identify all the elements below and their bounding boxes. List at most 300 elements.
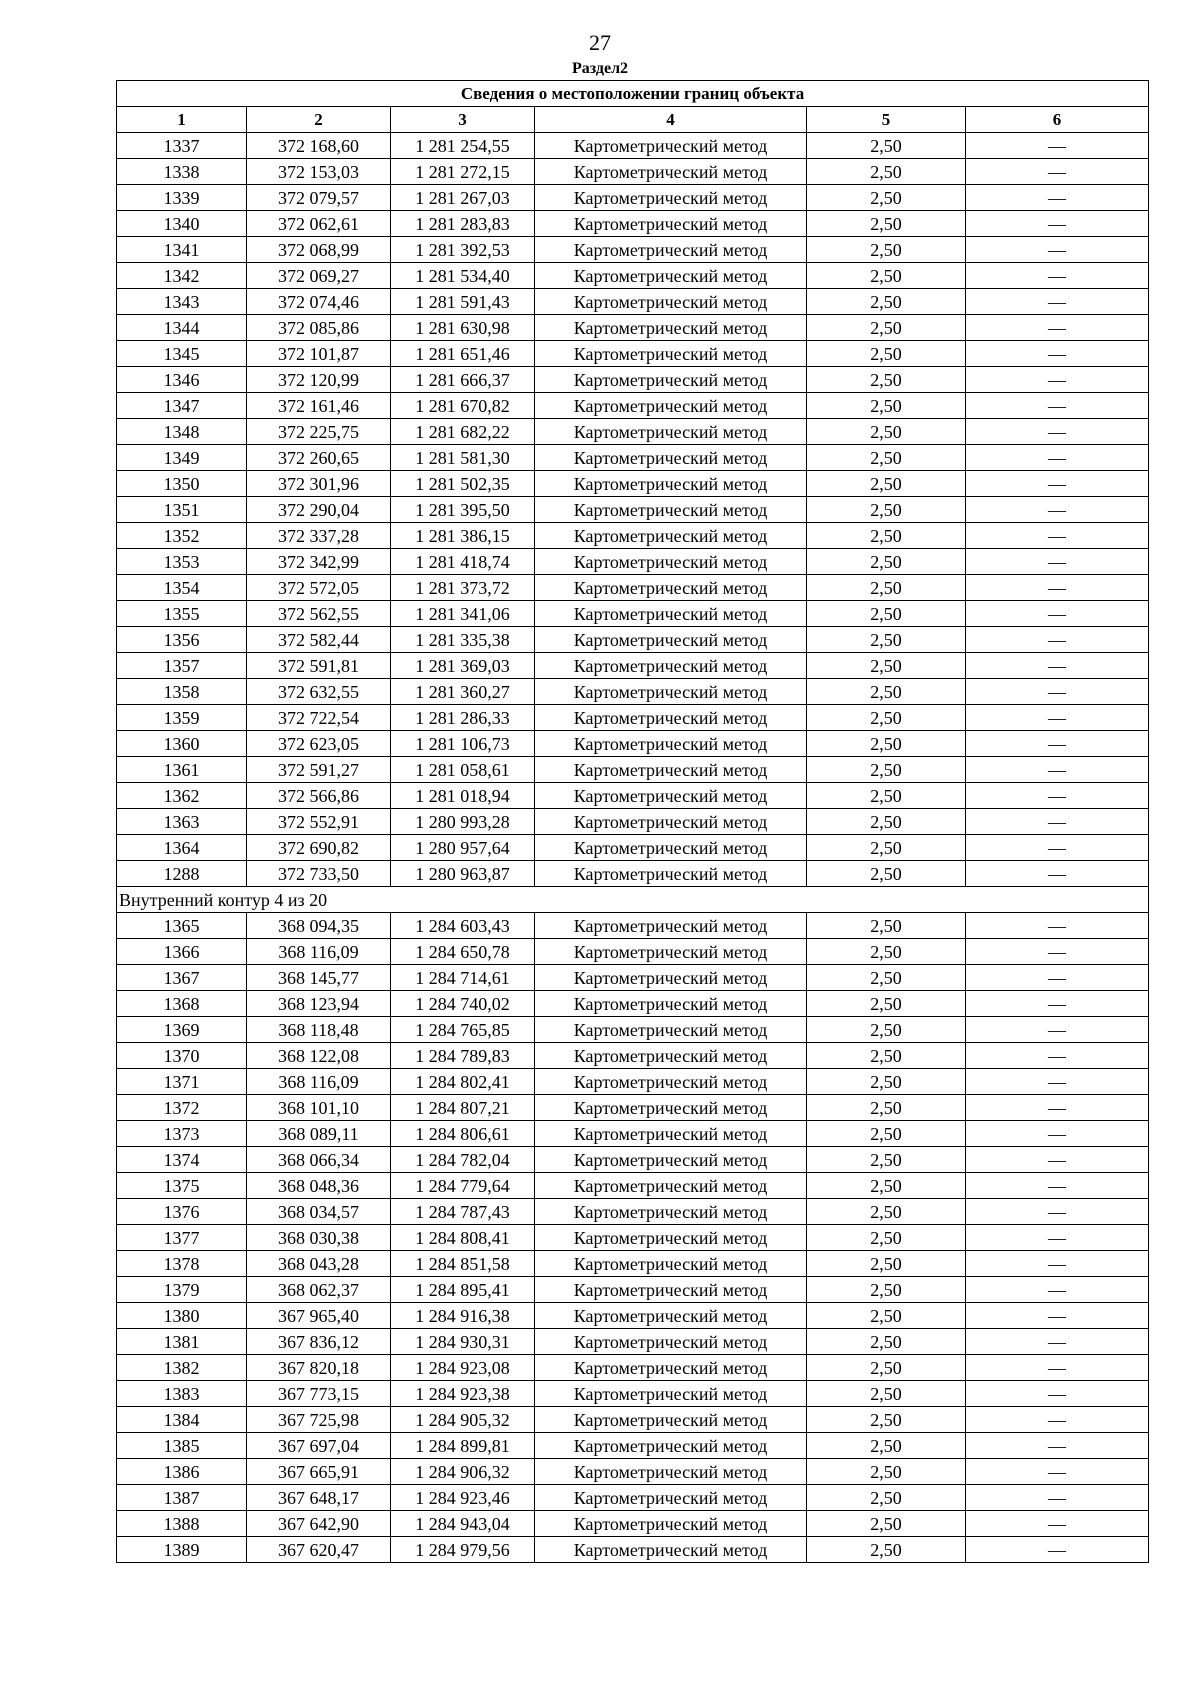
point-number-cell: 1344 — [117, 315, 247, 341]
x-coordinate-cell: 372 623,05 — [247, 731, 391, 757]
x-coordinate-cell: 368 145,77 — [247, 965, 391, 991]
method-cell: Картометрический метод — [535, 913, 807, 939]
accuracy-cell: 2,50 — [807, 367, 966, 393]
table-row — [117, 393, 1149, 419]
table-row — [117, 1121, 1149, 1147]
x-coordinate-cell: 372 552,91 — [247, 809, 391, 835]
accuracy-cell: 2,50 — [807, 1407, 966, 1433]
point-number-cell: 1372 — [117, 1095, 247, 1121]
x-coordinate-cell: 372 068,99 — [247, 237, 391, 263]
x-coordinate-cell: 368 034,57 — [247, 1199, 391, 1225]
point-number-cell: 1389 — [117, 1537, 247, 1563]
x-coordinate-cell: 372 161,46 — [247, 393, 391, 419]
y-coordinate-cell: 1 284 895,41 — [391, 1277, 535, 1303]
y-coordinate-cell: 1 284 603,43 — [391, 913, 535, 939]
description-cell: — — [966, 1199, 1149, 1225]
point-number-cell: 1362 — [117, 783, 247, 809]
y-coordinate-cell: 1 284 765,85 — [391, 1017, 535, 1043]
y-coordinate-cell: 1 284 740,02 — [391, 991, 535, 1017]
point-number-cell: 1338 — [117, 159, 247, 185]
description-cell: — — [966, 1459, 1149, 1485]
description-cell: — — [966, 1173, 1149, 1199]
table-row — [117, 1511, 1149, 1537]
y-coordinate-cell: 1 281 254,55 — [391, 133, 535, 159]
method-cell: Картометрический метод — [535, 1407, 807, 1433]
method-cell: Картометрический метод — [535, 1537, 807, 1563]
description-cell: — — [966, 1381, 1149, 1407]
table-row — [117, 965, 1149, 991]
accuracy-cell: 2,50 — [807, 523, 966, 549]
accuracy-cell: 2,50 — [807, 471, 966, 497]
method-cell: Картометрический метод — [535, 367, 807, 393]
accuracy-cell: 2,50 — [807, 1485, 966, 1511]
column-header: 5 — [807, 107, 966, 133]
point-number-cell: 1288 — [117, 861, 247, 887]
column-header: 6 — [966, 107, 1149, 133]
table-row — [117, 497, 1149, 523]
y-coordinate-cell: 1 284 979,56 — [391, 1537, 535, 1563]
method-cell: Картометрический метод — [535, 1459, 807, 1485]
method-cell: Картометрический метод — [535, 991, 807, 1017]
y-coordinate-cell: 1 284 851,58 — [391, 1251, 535, 1277]
table-row — [117, 1537, 1149, 1563]
x-coordinate-cell: 367 648,17 — [247, 1485, 391, 1511]
y-coordinate-cell: 1 281 534,40 — [391, 263, 535, 289]
y-coordinate-cell: 1 281 682,22 — [391, 419, 535, 445]
x-coordinate-cell: 368 030,38 — [247, 1225, 391, 1251]
description-cell: — — [966, 1329, 1149, 1355]
description-cell: — — [966, 497, 1149, 523]
description-cell: — — [966, 1485, 1149, 1511]
table-row — [117, 1329, 1149, 1355]
x-coordinate-cell: 372 260,65 — [247, 445, 391, 471]
accuracy-cell: 2,50 — [807, 627, 966, 653]
accuracy-cell: 2,50 — [807, 1433, 966, 1459]
description-cell: — — [966, 237, 1149, 263]
table-row — [117, 1355, 1149, 1381]
description-cell: — — [966, 185, 1149, 211]
description-cell: — — [966, 289, 1149, 315]
y-coordinate-cell: 1 281 670,82 — [391, 393, 535, 419]
y-coordinate-cell: 1 281 106,73 — [391, 731, 535, 757]
accuracy-cell: 2,50 — [807, 419, 966, 445]
point-number-cell: 1363 — [117, 809, 247, 835]
table-row — [117, 367, 1149, 393]
description-cell: — — [966, 653, 1149, 679]
table-row — [117, 835, 1149, 861]
point-number-cell: 1383 — [117, 1381, 247, 1407]
point-number-cell: 1342 — [117, 263, 247, 289]
accuracy-cell: 2,50 — [807, 341, 966, 367]
description-cell: — — [966, 1225, 1149, 1251]
method-cell: Картометрический метод — [535, 1485, 807, 1511]
method-cell: Картометрический метод — [535, 1433, 807, 1459]
description-cell: — — [966, 809, 1149, 835]
table-row — [117, 1225, 1149, 1251]
y-coordinate-cell: 1 280 963,87 — [391, 861, 535, 887]
method-cell: Картометрический метод — [535, 1381, 807, 1407]
point-number-cell: 1366 — [117, 939, 247, 965]
description-cell: — — [966, 1017, 1149, 1043]
table-row — [117, 913, 1149, 939]
x-coordinate-cell: 372 153,03 — [247, 159, 391, 185]
method-cell: Картометрический метод — [535, 445, 807, 471]
y-coordinate-cell: 1 284 782,04 — [391, 1147, 535, 1173]
table-row — [117, 705, 1149, 731]
table-row — [117, 1485, 1149, 1511]
method-cell: Картометрический метод — [535, 1251, 807, 1277]
accuracy-cell: 2,50 — [807, 159, 966, 185]
method-cell: Картометрический метод — [535, 939, 807, 965]
y-coordinate-cell: 1 281 591,43 — [391, 289, 535, 315]
description-cell: — — [966, 1277, 1149, 1303]
point-number-cell: 1368 — [117, 991, 247, 1017]
accuracy-cell: 2,50 — [807, 1069, 966, 1095]
method-cell: Картометрический метод — [535, 1069, 807, 1095]
point-number-cell: 1375 — [117, 1173, 247, 1199]
y-coordinate-cell: 1 281 058,61 — [391, 757, 535, 783]
x-coordinate-cell: 368 123,94 — [247, 991, 391, 1017]
column-header: 3 — [391, 107, 535, 133]
description-cell: — — [966, 731, 1149, 757]
accuracy-cell: 2,50 — [807, 1043, 966, 1069]
y-coordinate-cell: 1 281 267,03 — [391, 185, 535, 211]
y-coordinate-cell: 1 284 906,32 — [391, 1459, 535, 1485]
method-cell: Картометрический метод — [535, 1199, 807, 1225]
accuracy-cell: 2,50 — [807, 939, 966, 965]
accuracy-cell: 2,50 — [807, 263, 966, 289]
method-cell: Картометрический метод — [535, 211, 807, 237]
x-coordinate-cell: 372 572,05 — [247, 575, 391, 601]
point-number-cell: 1352 — [117, 523, 247, 549]
x-coordinate-cell: 372 120,99 — [247, 367, 391, 393]
description-cell: — — [966, 861, 1149, 887]
x-coordinate-cell: 367 725,98 — [247, 1407, 391, 1433]
description-cell: — — [966, 471, 1149, 497]
accuracy-cell: 2,50 — [807, 237, 966, 263]
table-row — [117, 1459, 1149, 1485]
accuracy-cell: 2,50 — [807, 1277, 966, 1303]
accuracy-cell: 2,50 — [807, 497, 966, 523]
table-row — [117, 861, 1149, 887]
table-row — [117, 1095, 1149, 1121]
accuracy-cell: 2,50 — [807, 1095, 966, 1121]
x-coordinate-cell: 372 337,28 — [247, 523, 391, 549]
y-coordinate-cell: 1 281 651,46 — [391, 341, 535, 367]
description-cell: — — [966, 523, 1149, 549]
description-cell: — — [966, 679, 1149, 705]
description-cell: — — [966, 757, 1149, 783]
table-row — [117, 315, 1149, 341]
accuracy-cell: 2,50 — [807, 1381, 966, 1407]
y-coordinate-cell: 1 284 923,08 — [391, 1355, 535, 1381]
x-coordinate-cell: 367 836,12 — [247, 1329, 391, 1355]
method-cell: Картометрический метод — [535, 601, 807, 627]
y-coordinate-cell: 1 284 808,41 — [391, 1225, 535, 1251]
y-coordinate-cell: 1 284 905,32 — [391, 1407, 535, 1433]
y-coordinate-cell: 1 284 779,64 — [391, 1173, 535, 1199]
x-coordinate-cell: 368 089,11 — [247, 1121, 391, 1147]
x-coordinate-cell: 368 116,09 — [247, 1069, 391, 1095]
point-number-cell: 1357 — [117, 653, 247, 679]
x-coordinate-cell: 368 116,09 — [247, 939, 391, 965]
y-coordinate-cell: 1 281 386,15 — [391, 523, 535, 549]
table-row — [117, 1407, 1149, 1433]
point-number-cell: 1351 — [117, 497, 247, 523]
section-label: Раздел2 — [571, 60, 629, 77]
table-row — [117, 627, 1149, 653]
x-coordinate-cell: 372 085,86 — [247, 315, 391, 341]
x-coordinate-cell: 368 122,08 — [247, 1043, 391, 1069]
accuracy-cell: 2,50 — [807, 1537, 966, 1563]
method-cell: Картометрический метод — [535, 705, 807, 731]
table-row — [117, 445, 1149, 471]
description-cell: — — [966, 315, 1149, 341]
x-coordinate-cell: 368 043,28 — [247, 1251, 391, 1277]
description-cell: — — [966, 367, 1149, 393]
point-number-cell: 1354 — [117, 575, 247, 601]
table-row — [117, 1173, 1149, 1199]
method-cell: Картометрический метод — [535, 1329, 807, 1355]
point-number-cell: 1348 — [117, 419, 247, 445]
method-cell: Картометрический метод — [535, 861, 807, 887]
accuracy-cell: 2,50 — [807, 1459, 966, 1485]
x-coordinate-cell: 372 562,55 — [247, 601, 391, 627]
description-cell: — — [966, 445, 1149, 471]
point-number-cell: 1347 — [117, 393, 247, 419]
table-row — [117, 731, 1149, 757]
point-number-cell: 1349 — [117, 445, 247, 471]
y-coordinate-cell: 1 281 418,74 — [391, 549, 535, 575]
x-coordinate-cell: 367 697,04 — [247, 1433, 391, 1459]
point-number-cell: 1376 — [117, 1199, 247, 1225]
x-coordinate-cell: 368 118,48 — [247, 1017, 391, 1043]
accuracy-cell: 2,50 — [807, 211, 966, 237]
y-coordinate-cell: 1 280 993,28 — [391, 809, 535, 835]
accuracy-cell: 2,50 — [807, 757, 966, 783]
accuracy-cell: 2,50 — [807, 861, 966, 887]
method-cell: Картометрический метод — [535, 1043, 807, 1069]
table-row — [117, 471, 1149, 497]
point-number-cell: 1337 — [117, 133, 247, 159]
x-coordinate-cell: 367 965,40 — [247, 1303, 391, 1329]
x-coordinate-cell: 372 591,81 — [247, 653, 391, 679]
method-cell: Картометрический метод — [535, 965, 807, 991]
table-row — [117, 237, 1149, 263]
point-number-cell: 1388 — [117, 1511, 247, 1537]
method-cell: Картометрический метод — [535, 159, 807, 185]
description-cell: — — [966, 549, 1149, 575]
x-coordinate-cell: 372 690,82 — [247, 835, 391, 861]
table-row — [117, 159, 1149, 185]
description-cell: — — [966, 1433, 1149, 1459]
table-row — [117, 419, 1149, 445]
table-row — [117, 211, 1149, 237]
table-row — [117, 757, 1149, 783]
description-cell: — — [966, 1069, 1149, 1095]
y-coordinate-cell: 1 284 943,04 — [391, 1511, 535, 1537]
point-number-cell: 1359 — [117, 705, 247, 731]
accuracy-cell: 2,50 — [807, 705, 966, 731]
x-coordinate-cell: 372 733,50 — [247, 861, 391, 887]
point-number-cell: 1387 — [117, 1485, 247, 1511]
accuracy-cell: 2,50 — [807, 1511, 966, 1537]
method-cell: Картометрический метод — [535, 1017, 807, 1043]
point-number-cell: 1382 — [117, 1355, 247, 1381]
description-cell: — — [966, 913, 1149, 939]
point-number-cell: 1379 — [117, 1277, 247, 1303]
point-number-cell: 1340 — [117, 211, 247, 237]
description-cell: — — [966, 1043, 1149, 1069]
description-cell: — — [966, 939, 1149, 965]
description-cell: — — [966, 1355, 1149, 1381]
y-coordinate-cell: 1 281 392,53 — [391, 237, 535, 263]
y-coordinate-cell: 1 281 630,98 — [391, 315, 535, 341]
table-row — [117, 1303, 1149, 1329]
point-number-cell: 1374 — [117, 1147, 247, 1173]
table-row — [117, 939, 1149, 965]
accuracy-cell: 2,50 — [807, 1355, 966, 1381]
description-cell: — — [966, 1537, 1149, 1563]
x-coordinate-cell: 367 665,91 — [247, 1459, 391, 1485]
description-cell: — — [966, 419, 1149, 445]
method-cell: Картометрический метод — [535, 419, 807, 445]
accuracy-cell: 2,50 — [807, 835, 966, 861]
column-number-row — [117, 107, 1149, 133]
contour-label: Внутренний контур 4 из 20 — [117, 887, 1149, 913]
column-header: 2 — [247, 107, 391, 133]
method-cell: Картометрический метод — [535, 523, 807, 549]
method-cell: Картометрический метод — [535, 1121, 807, 1147]
y-coordinate-cell: 1 281 335,38 — [391, 627, 535, 653]
point-number-cell: 1343 — [117, 289, 247, 315]
accuracy-cell: 2,50 — [807, 1225, 966, 1251]
point-number-cell: 1345 — [117, 341, 247, 367]
y-coordinate-cell: 1 284 923,38 — [391, 1381, 535, 1407]
x-coordinate-cell: 367 620,47 — [247, 1537, 391, 1563]
table-row — [117, 1199, 1149, 1225]
y-coordinate-cell: 1 284 787,43 — [391, 1199, 535, 1225]
description-cell: — — [966, 393, 1149, 419]
table-row — [117, 549, 1149, 575]
x-coordinate-cell: 372 722,54 — [247, 705, 391, 731]
method-cell: Картометрический метод — [535, 263, 807, 289]
method-cell: Картометрический метод — [535, 393, 807, 419]
table-row — [117, 679, 1149, 705]
y-coordinate-cell: 1 284 650,78 — [391, 939, 535, 965]
accuracy-cell: 2,50 — [807, 653, 966, 679]
column-header: 1 — [117, 107, 247, 133]
x-coordinate-cell: 372 591,27 — [247, 757, 391, 783]
method-cell: Картометрический метод — [535, 1173, 807, 1199]
table-row — [117, 1277, 1149, 1303]
description-cell: — — [966, 159, 1149, 185]
accuracy-cell: 2,50 — [807, 1017, 966, 1043]
method-cell: Картометрический метод — [535, 1511, 807, 1537]
method-cell: Картометрический метод — [535, 835, 807, 861]
x-coordinate-cell: 372 168,60 — [247, 133, 391, 159]
method-cell: Картометрический метод — [535, 809, 807, 835]
y-coordinate-cell: 1 284 802,41 — [391, 1069, 535, 1095]
y-coordinate-cell: 1 281 018,94 — [391, 783, 535, 809]
accuracy-cell: 2,50 — [807, 445, 966, 471]
description-cell: — — [966, 965, 1149, 991]
description-cell: — — [966, 1147, 1149, 1173]
table-row — [117, 1069, 1149, 1095]
method-cell: Картометрический метод — [535, 627, 807, 653]
accuracy-cell: 2,50 — [807, 1173, 966, 1199]
y-coordinate-cell: 1 284 923,46 — [391, 1485, 535, 1511]
x-coordinate-cell: 372 101,87 — [247, 341, 391, 367]
description-cell: — — [966, 1095, 1149, 1121]
x-coordinate-cell: 367 642,90 — [247, 1511, 391, 1537]
table-body — [117, 133, 1149, 1563]
y-coordinate-cell: 1 284 806,61 — [391, 1121, 535, 1147]
table-row — [117, 133, 1149, 159]
method-cell: Картометрический метод — [535, 549, 807, 575]
table-header — [117, 81, 1149, 133]
point-number-cell: 1381 — [117, 1329, 247, 1355]
accuracy-cell: 2,50 — [807, 1251, 966, 1277]
method-cell: Картометрический метод — [535, 185, 807, 211]
accuracy-cell: 2,50 — [807, 315, 966, 341]
page-number: 27 — [589, 30, 611, 55]
table-row — [117, 653, 1149, 679]
x-coordinate-cell: 368 066,34 — [247, 1147, 391, 1173]
table-row — [117, 185, 1149, 211]
accuracy-cell: 2,50 — [807, 1199, 966, 1225]
y-coordinate-cell: 1 284 930,31 — [391, 1329, 535, 1355]
y-coordinate-cell: 1 281 373,72 — [391, 575, 535, 601]
y-coordinate-cell: 1 281 395,50 — [391, 497, 535, 523]
accuracy-cell: 2,50 — [807, 133, 966, 159]
method-cell: Картометрический метод — [535, 497, 807, 523]
point-number-cell: 1369 — [117, 1017, 247, 1043]
point-number-cell: 1384 — [117, 1407, 247, 1433]
y-coordinate-cell: 1 281 369,03 — [391, 653, 535, 679]
description-cell: — — [966, 835, 1149, 861]
method-cell: Картометрический метод — [535, 1225, 807, 1251]
table-row — [117, 341, 1149, 367]
table-title: Сведения о местоположении границ объекта — [117, 81, 1149, 107]
table-row — [117, 263, 1149, 289]
method-cell: Картометрический метод — [535, 1303, 807, 1329]
description-cell: — — [966, 1511, 1149, 1537]
point-number-cell: 1364 — [117, 835, 247, 861]
point-number-cell: 1370 — [117, 1043, 247, 1069]
description-cell: — — [966, 263, 1149, 289]
method-cell: Картометрический метод — [535, 1355, 807, 1381]
point-number-cell: 1346 — [117, 367, 247, 393]
description-cell: — — [966, 211, 1149, 237]
method-cell: Картометрический метод — [535, 731, 807, 757]
table-row — [117, 1017, 1149, 1043]
table-row — [117, 1251, 1149, 1277]
method-cell: Картометрический метод — [535, 783, 807, 809]
y-coordinate-cell: 1 281 283,83 — [391, 211, 535, 237]
description-cell: — — [966, 1251, 1149, 1277]
point-number-cell: 1378 — [117, 1251, 247, 1277]
description-cell: — — [966, 1303, 1149, 1329]
point-number-cell: 1365 — [117, 913, 247, 939]
point-number-cell: 1356 — [117, 627, 247, 653]
table-row — [117, 809, 1149, 835]
description-cell: — — [966, 991, 1149, 1017]
accuracy-cell: 2,50 — [807, 549, 966, 575]
x-coordinate-cell: 372 566,86 — [247, 783, 391, 809]
point-number-cell: 1386 — [117, 1459, 247, 1485]
table-row — [117, 1147, 1149, 1173]
